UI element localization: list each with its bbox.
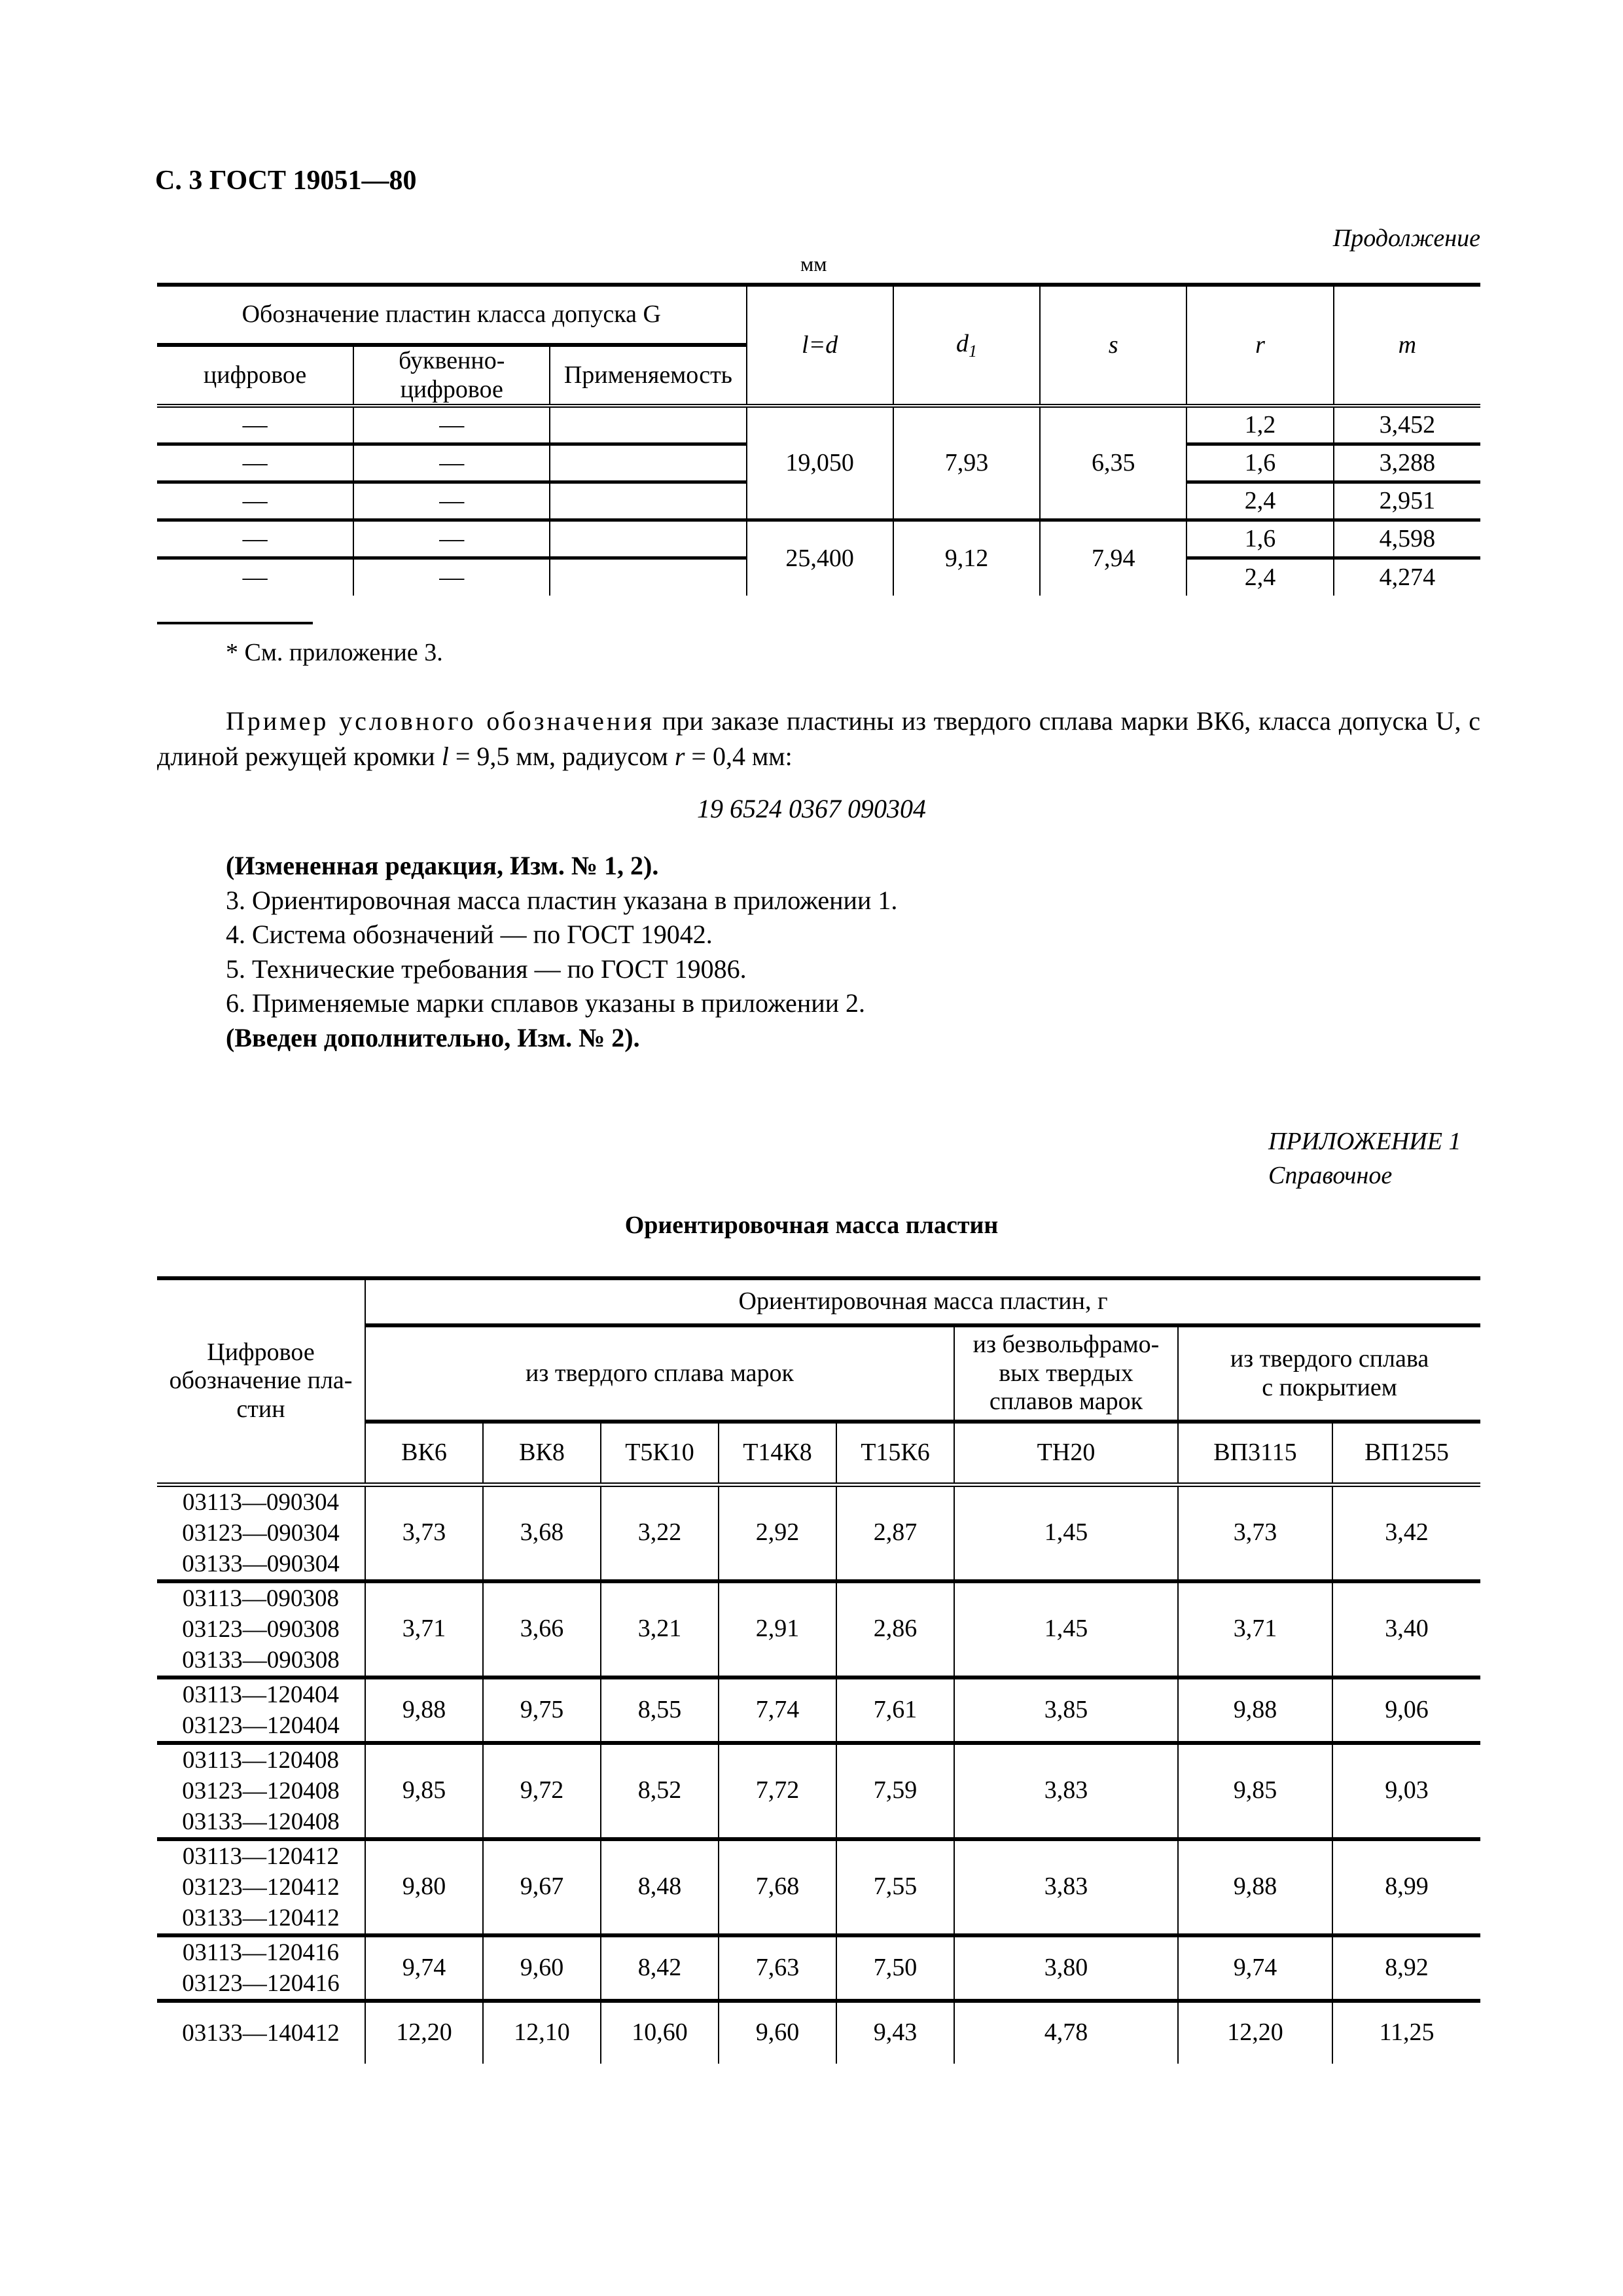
cell-mass: 9,88 bbox=[365, 1677, 483, 1743]
cell-mass: 9,85 bbox=[1178, 1743, 1332, 1839]
table-row bbox=[157, 1677, 1480, 1743]
d1-base: d bbox=[955, 329, 969, 357]
cell-mass: 3,83 bbox=[954, 1743, 1178, 1839]
header-line: из твердого сплава bbox=[1230, 1344, 1429, 1372]
cell-mass: 8,92 bbox=[1332, 1935, 1480, 2001]
cell-mass: 2,91 bbox=[719, 1581, 836, 1677]
cell-mass: 9,43 bbox=[836, 2001, 954, 2064]
appendix-title: ПРИЛОЖЕНИЕ 1 bbox=[1268, 1128, 1461, 1155]
col-header-s: s bbox=[1040, 285, 1186, 406]
header-line: сплавов марок bbox=[989, 1388, 1143, 1416]
col-header-d1 bbox=[893, 285, 1040, 406]
clause-4: 4. Система обозначений — по ГОСТ 19042. bbox=[226, 920, 713, 949]
cell-alnum: — bbox=[353, 444, 550, 482]
cell-mass: 9,88 bbox=[1178, 1677, 1332, 1743]
cell-mass: 3,68 bbox=[483, 1484, 601, 1581]
cell-mass: 3,71 bbox=[365, 1581, 483, 1677]
cell-mass: 2,87 bbox=[836, 1484, 954, 1581]
d1-subscript: 1 bbox=[968, 341, 977, 361]
cell-s: 6,35 bbox=[1040, 406, 1186, 520]
col-header-alloy: ВК8 bbox=[483, 1422, 601, 1484]
cell-mass: 10,60 bbox=[601, 2001, 719, 2064]
cell-mass: 9,60 bbox=[483, 1935, 601, 2001]
example-text: = 9,5 мм, радиусом bbox=[448, 742, 675, 771]
cell-l-d: 25,400 bbox=[747, 520, 893, 596]
cell-mass: 9,67 bbox=[483, 1839, 601, 1935]
cell-mass: 7,74 bbox=[719, 1677, 836, 1743]
table-row bbox=[157, 1743, 1480, 1839]
header-line: цифровое bbox=[400, 375, 503, 403]
cell-r: 1,6 bbox=[1186, 444, 1333, 482]
table-row bbox=[157, 406, 1480, 444]
header-line: обозначение пла- bbox=[169, 1367, 353, 1395]
cell-mass: 11,25 bbox=[1332, 2001, 1480, 2064]
cell-mass: 9,88 bbox=[1178, 1839, 1332, 1935]
footnote-divider bbox=[157, 622, 313, 624]
example-intro: Пример условного обозначения bbox=[226, 706, 655, 736]
plate-code: 03133—140412 bbox=[182, 2019, 340, 2047]
cell-alnum: — bbox=[353, 520, 550, 558]
table-row bbox=[157, 2001, 1480, 2064]
plate-code: 03133—120412 bbox=[182, 1904, 340, 1931]
col-header-r: r bbox=[1186, 285, 1333, 406]
cell-applicability bbox=[550, 520, 746, 558]
cell-mass: 7,50 bbox=[836, 1935, 954, 2001]
table-row bbox=[157, 520, 1480, 558]
cell-mass: 8,55 bbox=[601, 1677, 719, 1743]
header-line: буквенно- bbox=[399, 347, 505, 374]
cell-mass: 4,78 bbox=[954, 2001, 1178, 2064]
cell-r: 2,4 bbox=[1186, 482, 1333, 520]
cell-mass: 3,83 bbox=[954, 1839, 1178, 1935]
cell-mass: 7,59 bbox=[836, 1743, 954, 1839]
cell-mass: 3,40 bbox=[1332, 1581, 1480, 1677]
cell-codes bbox=[157, 1581, 365, 1677]
cell-digital: — bbox=[157, 406, 353, 444]
plate-code: 03123—090308 bbox=[182, 1615, 340, 1643]
cell-codes bbox=[157, 1484, 365, 1581]
cell-mass: 9,74 bbox=[1178, 1935, 1332, 2001]
cell-mass: 8,42 bbox=[601, 1935, 719, 2001]
cell-mass: 3,22 bbox=[601, 1484, 719, 1581]
cell-mass: 3,85 bbox=[954, 1677, 1178, 1743]
cell-mass: 3,71 bbox=[1178, 1581, 1332, 1677]
cell-applicability bbox=[550, 444, 746, 482]
cell-mass: 12,10 bbox=[483, 2001, 601, 2064]
example-text: = 0,4 мм: bbox=[685, 742, 793, 771]
col-header-l-d: l=d bbox=[747, 285, 893, 406]
cell-mass: 8,52 bbox=[601, 1743, 719, 1839]
cell-m: 3,288 bbox=[1334, 444, 1480, 482]
cell-l-d: 19,050 bbox=[747, 406, 893, 520]
cell-d1: 7,93 bbox=[893, 406, 1040, 520]
cell-codes bbox=[157, 1743, 365, 1839]
page-header: С. 3 ГОСТ 19051—80 bbox=[155, 166, 417, 196]
cell-r: 1,6 bbox=[1186, 520, 1333, 558]
cell-mass: 9,60 bbox=[719, 2001, 836, 2064]
cell-codes bbox=[157, 2001, 365, 2064]
plate-code: 03123—120408 bbox=[182, 1777, 340, 1804]
cell-digital: — bbox=[157, 444, 353, 482]
plate-code: 03113—090304 bbox=[182, 1488, 340, 1516]
cell-mass: 3,73 bbox=[365, 1484, 483, 1581]
designation-code-example: 19 6524 0367 090304 bbox=[697, 794, 926, 823]
cell-mass: 12,20 bbox=[1178, 2001, 1332, 2064]
table-row bbox=[157, 1839, 1480, 1935]
plate-code: 03123—090304 bbox=[182, 1519, 340, 1547]
cell-digital: — bbox=[157, 558, 353, 596]
cell-mass: 7,72 bbox=[719, 1743, 836, 1839]
cell-alnum: — bbox=[353, 406, 550, 444]
mass-table bbox=[157, 1276, 1480, 2064]
cell-applicability bbox=[550, 482, 746, 520]
cell-mass: 3,73 bbox=[1178, 1484, 1332, 1581]
example-text: при заказе пластины из твердого сплава марки ВК6, класса допуска U, с длиной режущей кромки bbox=[157, 706, 1480, 771]
cell-mass: 7,68 bbox=[719, 1839, 836, 1935]
cell-mass: 1,45 bbox=[954, 1581, 1178, 1677]
cell-mass: 8,99 bbox=[1332, 1839, 1480, 1935]
amendment-note: (Измененная редакция, Изм. № 1, 2). bbox=[226, 851, 659, 880]
plate-code: 03113—120416 bbox=[182, 1939, 340, 1966]
cell-s: 7,94 bbox=[1040, 520, 1186, 596]
cell-mass: 3,42 bbox=[1332, 1484, 1480, 1581]
cell-mass: 9,85 bbox=[365, 1743, 483, 1839]
col-header-alloy: ВП1255 bbox=[1332, 1422, 1480, 1484]
clause-3: 3. Ориентировочная масса пластин указана в приложении 1. bbox=[226, 885, 898, 915]
plate-code: 03123—120416 bbox=[182, 1969, 340, 1997]
variable-l: l bbox=[441, 742, 449, 771]
col-header-m: m bbox=[1334, 285, 1480, 406]
plate-code: 03133—120408 bbox=[182, 1808, 340, 1835]
cell-codes bbox=[157, 1677, 365, 1743]
table2-title: Ориентировочная масса пластин bbox=[624, 1211, 999, 1239]
designation-group-header: Обозначение пластин класса допуска G bbox=[157, 285, 747, 345]
cell-alnum: — bbox=[353, 482, 550, 520]
cell-mass: 12,20 bbox=[365, 2001, 483, 2064]
col-header-alloy: Т15К6 bbox=[836, 1422, 954, 1484]
group-header-hard-alloy: из твердого сплава марок bbox=[365, 1325, 954, 1422]
plate-code: 03133—090308 bbox=[182, 1646, 340, 1674]
continuation-label: Продолжение bbox=[1332, 224, 1480, 252]
cell-m: 4,274 bbox=[1334, 558, 1480, 596]
col-header-alloy: ТН20 bbox=[954, 1422, 1178, 1484]
col-header-applicability: Применяемость bbox=[550, 345, 746, 406]
plate-code: 03113—090308 bbox=[182, 1585, 340, 1612]
cell-mass: 2,86 bbox=[836, 1581, 954, 1677]
cell-d1: 9,12 bbox=[893, 520, 1040, 596]
clause-5: 5. Технические требования — по ГОСТ 19086. bbox=[226, 954, 747, 984]
cell-mass: 2,92 bbox=[719, 1484, 836, 1581]
cell-mass: 9,74 bbox=[365, 1935, 483, 2001]
cell-codes bbox=[157, 1839, 365, 1935]
cell-mass: 3,66 bbox=[483, 1581, 601, 1677]
designation-example-paragraph bbox=[157, 704, 1480, 774]
cell-mass: 3,80 bbox=[954, 1935, 1178, 2001]
footnote: * См. приложение 3. bbox=[226, 639, 443, 666]
cell-mass: 3,21 bbox=[601, 1581, 719, 1677]
variable-r: r bbox=[674, 742, 685, 771]
cell-alnum: — bbox=[353, 558, 550, 596]
header-line: с покрытием bbox=[1262, 1373, 1397, 1401]
cell-mass: 7,63 bbox=[719, 1935, 836, 2001]
cell-r: 1,2 bbox=[1186, 406, 1333, 444]
group-header-tungsten-free bbox=[954, 1325, 1178, 1422]
group-header-coated bbox=[1178, 1325, 1480, 1422]
table-row bbox=[157, 1935, 1480, 2001]
table-row bbox=[157, 1581, 1480, 1677]
col-header-alloy: Т5К10 bbox=[601, 1422, 719, 1484]
cell-mass: 9,72 bbox=[483, 1743, 601, 1839]
plate-code: 03113—120404 bbox=[182, 1681, 340, 1708]
header-line: стин bbox=[236, 1395, 285, 1424]
col-header-alnum bbox=[353, 345, 550, 406]
cell-applicability bbox=[550, 558, 746, 596]
cell-m: 4,598 bbox=[1334, 520, 1480, 558]
cell-mass: 8,48 bbox=[601, 1839, 719, 1935]
cell-digital: — bbox=[157, 482, 353, 520]
row-header-digital-designation bbox=[157, 1278, 365, 1484]
col-header-alloy: ВП3115 bbox=[1178, 1422, 1332, 1484]
appendix-heading bbox=[1268, 1124, 1461, 1193]
cell-mass: 9,06 bbox=[1332, 1677, 1480, 1743]
col-header-digital: цифровое bbox=[157, 345, 353, 406]
cell-mass: 9,80 bbox=[365, 1839, 483, 1935]
plate-code: 03113—120412 bbox=[182, 1842, 340, 1870]
clause-6: 6. Применяемые марки сплавов указаны в приложении 2. bbox=[226, 988, 866, 1018]
clauses-list bbox=[226, 849, 897, 1055]
cell-applicability bbox=[550, 406, 746, 444]
cell-m: 2,951 bbox=[1334, 482, 1480, 520]
dimensions-table bbox=[157, 283, 1480, 596]
cell-digital: — bbox=[157, 520, 353, 558]
cell-mass: 7,61 bbox=[836, 1677, 954, 1743]
mass-top-header: Ориентировочная масса пластин, г bbox=[365, 1278, 1480, 1325]
cell-m: 3,452 bbox=[1334, 406, 1480, 444]
amendment-note: (Введен дополнительно, Изм. № 2). bbox=[226, 1022, 640, 1052]
header-line: вых твердых bbox=[999, 1359, 1133, 1387]
cell-codes bbox=[157, 1935, 365, 2001]
col-header-alloy: ВК6 bbox=[365, 1422, 483, 1484]
plate-code: 03123—120404 bbox=[182, 1712, 340, 1739]
cell-r: 2,4 bbox=[1186, 558, 1333, 596]
header-line: Цифровое bbox=[207, 1338, 315, 1366]
plate-code: 03133—090304 bbox=[182, 1550, 340, 1577]
table-row bbox=[157, 1484, 1480, 1581]
cell-mass: 7,55 bbox=[836, 1839, 954, 1935]
appendix-subtitle: Справочное bbox=[1268, 1162, 1393, 1189]
col-header-alloy: Т14К8 bbox=[719, 1422, 836, 1484]
cell-mass: 9,03 bbox=[1332, 1743, 1480, 1839]
plate-code: 03123—120412 bbox=[182, 1873, 340, 1901]
unit-label: мм bbox=[800, 252, 827, 276]
cell-mass: 1,45 bbox=[954, 1484, 1178, 1581]
header-line: из безвольфрамо- bbox=[972, 1330, 1160, 1358]
plate-code: 03113—120408 bbox=[182, 1746, 340, 1774]
cell-mass: 9,75 bbox=[483, 1677, 601, 1743]
